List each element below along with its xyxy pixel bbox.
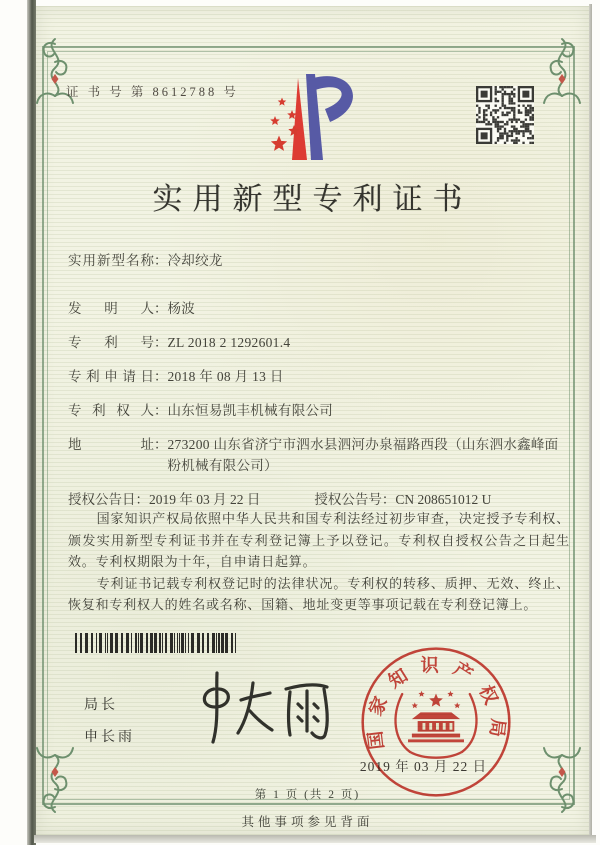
grant-number: CN 208651012 U (395, 492, 492, 507)
field-colon: ： (154, 253, 168, 268)
field-label: 发明人 (68, 301, 154, 316)
field-colon: ： (381, 492, 396, 507)
footer-note: 其他事项参见背面 (241, 815, 374, 829)
signer-name: 申长雨 (84, 730, 135, 745)
field-label: 专利权人 (68, 403, 154, 418)
certificate-page (36, 6, 589, 835)
signer-block (84, 694, 135, 758)
field-colon: ： (135, 492, 149, 507)
legal-paragraph-1: 国家知识产权局依照中华人民共和国专利法经过初步审查，决定授予专利权、颁发实用新型专利证书并在专利登记簿上予以登记。专利权自授权公告之日起生效。专利权期限为十年，自申请日起算。 (68, 511, 570, 569)
page-number: 第 1 页 (共 2 页) (254, 789, 361, 801)
field-label: 授权公告号 (314, 492, 382, 507)
field-value: 2018 年 08 月 13 日 (167, 369, 284, 384)
field-colon: ： (154, 335, 168, 350)
field-row-patentee (68, 400, 570, 421)
corner-ornament-icon (539, 36, 585, 106)
seal-text: 国家知识产权局 (363, 655, 509, 751)
book-spine-shadow (27, 0, 36, 845)
grant-number-pair (314, 489, 491, 510)
field-colon: ： (154, 301, 168, 316)
field-value: 杨波 (167, 301, 196, 316)
signer-title: 局长 (84, 698, 118, 713)
field-colon: ： (154, 437, 168, 452)
field-row-name (68, 250, 570, 271)
field-label: 授权公告日 (68, 492, 136, 507)
field-label: 地址 (68, 437, 154, 452)
barcode-icon (75, 633, 237, 653)
cnipa-logo-icon (252, 68, 356, 166)
corner-ornament-icon (32, 745, 78, 815)
field-row-address (68, 434, 570, 476)
seal-date: 2019 年 03 月 22 日 (359, 759, 488, 774)
field-colon: ： (154, 369, 168, 384)
field-label: 实用新型名称 (68, 253, 154, 268)
field-colon: ： (154, 403, 168, 418)
page-bottom-shadow (34, 835, 596, 843)
signature-icon (186, 666, 336, 748)
field-value: 273200 山东省济宁市泗水县泗河办泉福路西段（山东泗水鑫峰面粉机械有限公司） (167, 437, 559, 473)
qr-code-icon (476, 86, 534, 144)
certificate-number: 证 书 号 第 8612788 号 (66, 85, 239, 99)
legal-paragraph-2: 专利证书记载专利权登记时的法律状况。专利权的转移、质押、无效、终止、恢复和专利权人的姓名或名称、国籍、地址变更等事项记载在专利登记簿上。 (68, 575, 570, 612)
field-label: 专利申请日 (68, 369, 154, 384)
field-value: 山东恒易凯丰机械有限公司 (167, 403, 334, 418)
field-row-inventor (68, 298, 570, 319)
field-value: 冷却绞龙 (167, 253, 223, 268)
field-row-filing-date (68, 366, 570, 387)
certificate-title: 实用新型专利证书 (152, 183, 473, 216)
legal-text (68, 508, 570, 616)
field-row-patent-number (68, 332, 570, 353)
field-label: 专利号 (68, 335, 154, 350)
field-list (68, 250, 570, 523)
field-row-grant (68, 489, 570, 510)
field-value: ZL 2018 2 1292601.4 (167, 335, 291, 350)
official-seal-icon (354, 640, 518, 804)
page-right-edge (589, 4, 592, 840)
grant-date: 2019 年 03 月 22 日 (149, 492, 261, 507)
corner-ornament-icon (539, 745, 585, 815)
